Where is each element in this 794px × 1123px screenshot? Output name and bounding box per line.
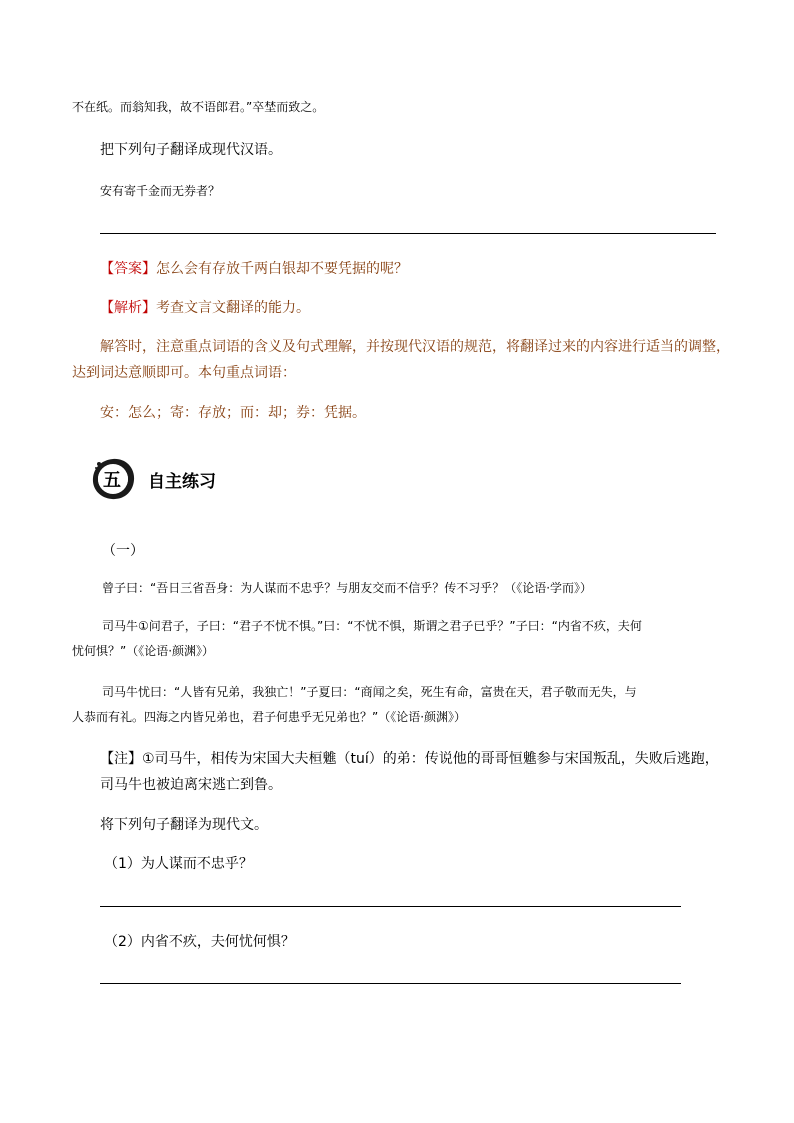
note-line xyxy=(100,748,719,768)
section-title: 自主练习 xyxy=(148,472,216,492)
text-line: 不在纸。而翁知我，故不语郎君。”卒埜而致之。 xyxy=(72,100,325,114)
instruction-line: 将下列句子翻译为现代文。 xyxy=(100,817,268,833)
instruction-line: 把下列句子翻译成现代汉语。 xyxy=(100,142,282,158)
answer-blank-line xyxy=(100,233,716,234)
passage-line: 曾子曰：“吾日三省吾身：为人谋而不忠乎？与朋友交而不信乎？传不习乎？（《论语·学而》） xyxy=(102,581,593,595)
question-line: （2）内省不疚，夫何忧何惧？ xyxy=(104,934,295,950)
passage-line: 司马牛①问君子，子曰：“君子不忧不惧。”曰：“不忧不惧，斯谓之君子已乎？”子曰：“内省不疚，夫何 xyxy=(102,619,642,633)
answer-blank-line xyxy=(100,983,681,984)
answer-line xyxy=(100,258,408,278)
analysis-tag: 【解析】 xyxy=(100,300,156,316)
keywords-line: 安：怎么；寄：存放；而：却；券：凭据。 xyxy=(100,405,366,421)
ink-circle-icon xyxy=(88,454,138,504)
note-line: 司马牛也被迫离宋逃亡到鲁。 xyxy=(100,777,282,793)
question-line: （1）为人谋而不忠乎？ xyxy=(104,856,253,872)
passage-line: 司马牛忧曰：“人皆有兄弟，我独亡！”子夏曰：“商闻之矣，死生有命，富贵在天，君子敬而无失，与 xyxy=(102,685,637,699)
analysis-body-line: 达到词达意顺即可。本句重点词语： xyxy=(72,365,296,381)
answer-blank-line xyxy=(100,906,681,907)
note-text: ①司马牛，相传为宋国大夫桓魋（tuí）的弟：传说他的哥哥恒魋参与宋国叛乱，失败后逃跑， xyxy=(142,751,719,767)
analysis-line xyxy=(100,297,310,317)
passage-line: 忧何惧？”（《论语·颜渊》） xyxy=(72,644,215,658)
note-tag: 【注】 xyxy=(100,751,142,767)
answer-text: 怎么会有存放千两白银却不要凭据的呢？ xyxy=(156,261,408,277)
question-line: 安有寄千金而无券者？ xyxy=(100,184,221,198)
passage-line: 人恭而有礼。四海之内皆兄弟也，君子何患乎无兄弟也？”（《论语·颜渊》） xyxy=(72,710,467,724)
analysis-text: 考查文言文翻译的能力。 xyxy=(156,300,310,316)
analysis-body-line: 解答时，注意重点词语的含义及句式理解，并按现代汉语的规范，将翻译过来的内容进行适当的调整， xyxy=(100,339,730,355)
section-number: 五 xyxy=(103,470,121,491)
answer-tag: 【答案】 xyxy=(100,261,156,277)
subsection-label: （一） xyxy=(102,543,144,559)
